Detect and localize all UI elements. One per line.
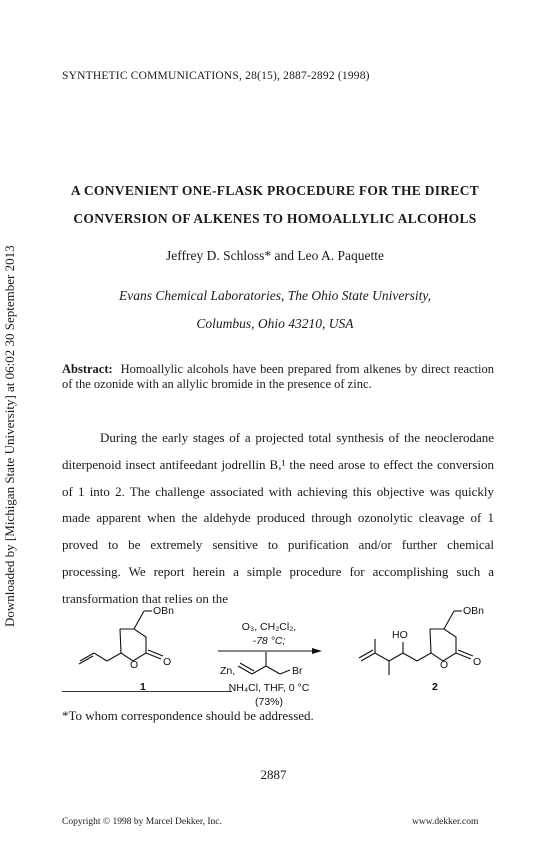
prenyl-bromide-structure [238,652,290,674]
compound-2-label: 2 [432,681,438,693]
abstract-label: Abstract: [62,362,113,376]
compound-2-hydroxyl-label: HO [392,629,408,641]
affiliation-line1: Evans Chemical Laboratories, The Ohio State University, [119,288,431,303]
abstract-text: Homoallylic alcohols have been prepared from alkenes by direct reaction of the ozonide with an allylic bromide in the presence of zinc. [62,362,495,391]
body-paragraph: During the early stages of a projected total synthesis of the neoclerodane diterpenoid insect antifeedant jodrellin B,¹ the need arose to effect the conversion of 1 into 2. The challenge associated with achieving this objective was quickly made apparent when the aldehyde produced through ozonolytic cleavage of 1 proved to be extremely sensitive to purification and/or further chemical processing. We report herein a simple procedure for accomplishing such a transformation that relies on the [62,430,494,606]
article-title-line1: A CONVENIENT ONE-FLASK PROCEDURE FOR THE DIRECT [70,183,480,198]
article-title-line2: CONVERSION OF ALKENES TO HOMOALLYLIC ALCOHOLS [73,211,477,226]
body-text [62,425,494,613]
compound-1-ring-oxygen: O [130,659,139,671]
page-number: 2887 [260,767,287,782]
reagents-zinc: Zn, [220,665,236,677]
arrowhead-icon [312,648,322,654]
compound-1-carbonyl-oxygen: O [163,656,172,668]
reagents-conditions: NH₄Cl, THF, 0 °C [228,682,310,694]
compound-2-structure [359,611,473,675]
reaction-scheme [60,590,500,720]
compound-1-label: 1 [140,681,146,693]
reagents-temperature: -78 °C; [252,635,286,647]
reagents-ozone: O₃, CH₂Cl₂, [241,621,297,633]
compound-2-obn-label: OBn [463,605,485,617]
reagents-yield: (73%) [254,696,284,708]
abstract [62,362,494,392]
footnote-divider [62,691,232,692]
publisher-website: www.dekker.com [412,817,479,827]
compound-2-carbonyl-oxygen: O [473,656,482,668]
journal-header: SYNTHETIC COMMUNICATIONS, 28(15), 2887-2892 (1998) [62,70,370,82]
copyright-notice: Copyright © 1998 by Marcel Dekker, Inc. [62,817,222,827]
download-watermark: Downloaded by [Michigan State University] at 06:02 30 September 2013 [2,245,17,627]
compound-1-obn-label: OBn [153,605,175,617]
affiliation-line2: Columbus, Ohio 43210, USA [196,316,354,331]
reagents-bromide: Br [292,665,303,677]
footnote: *To whom correspondence should be addressed. [62,708,314,723]
compound-2-ring-oxygen: O [440,659,449,671]
author-list: Jeffrey D. Schloss* and Leo A. Paquette [166,248,384,263]
compound-1-structure [79,611,163,664]
